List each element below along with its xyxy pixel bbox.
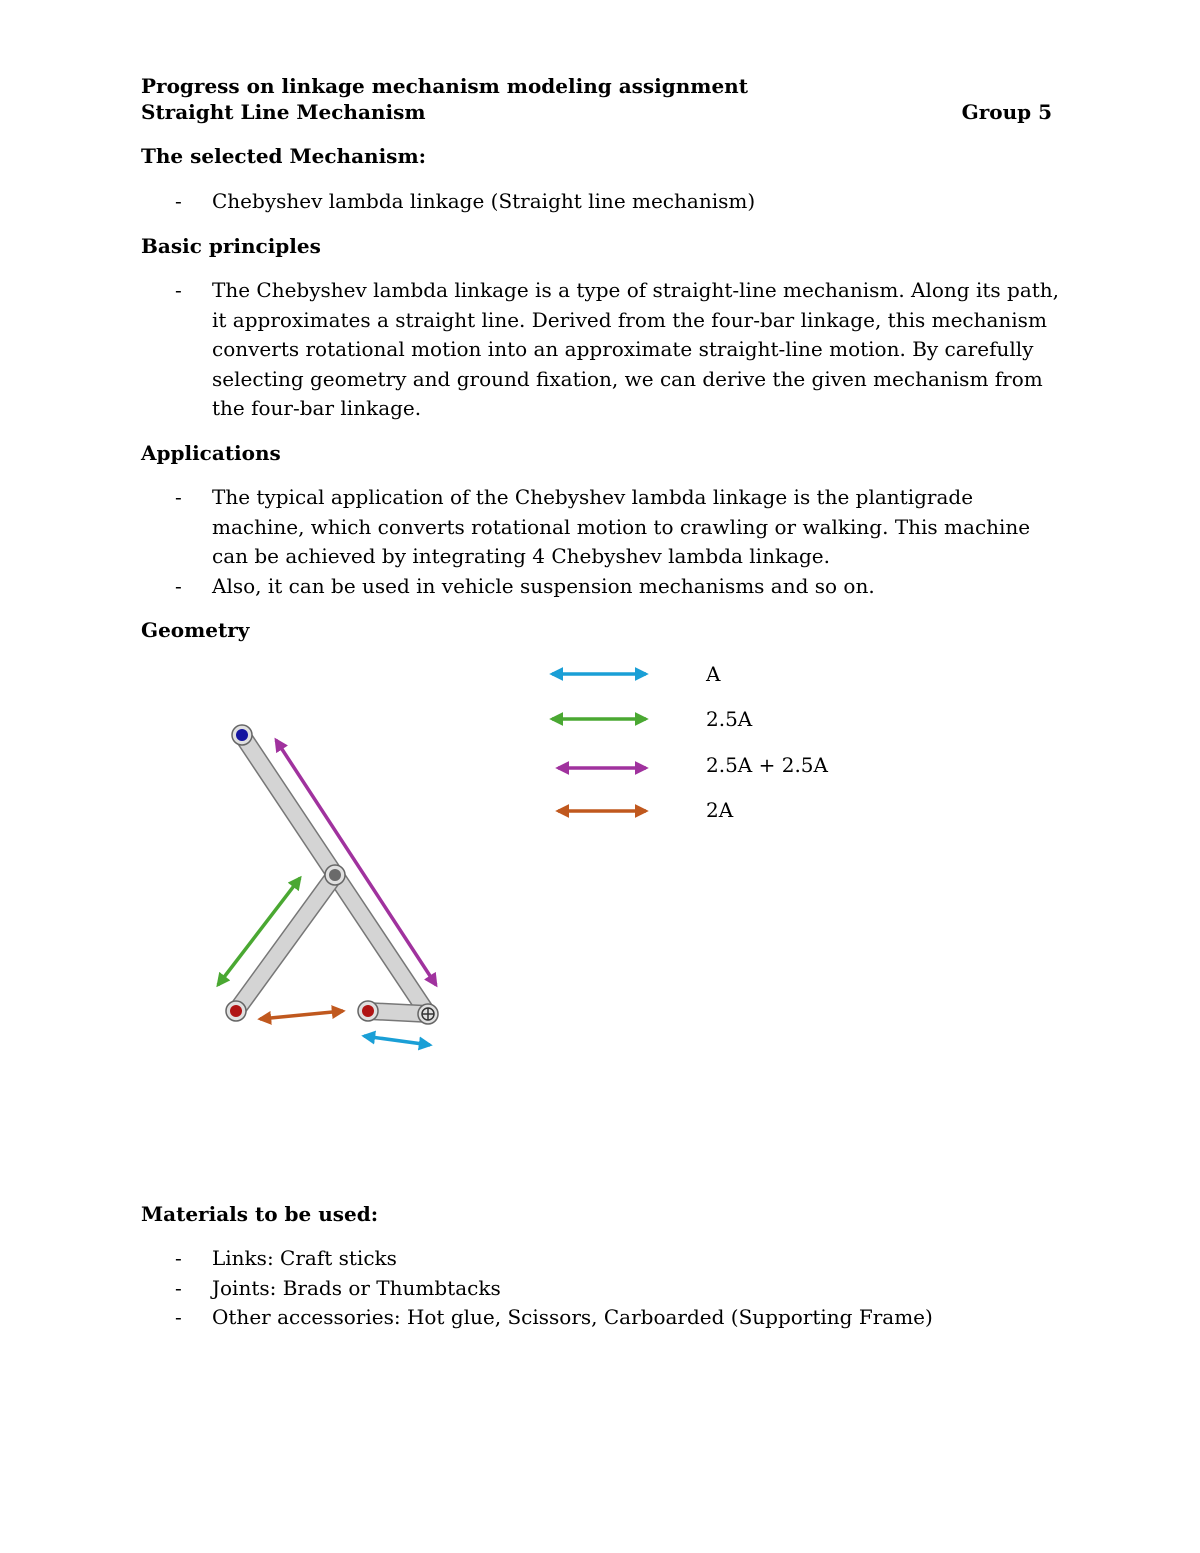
bullet-dash: - — [175, 278, 182, 302]
legend-arrows — [552, 674, 646, 811]
list-item — [141, 1303, 1061, 1333]
list-item-text: Other accessories: Hot glue, Scissors, Carboarded (Supporting Frame) — [212, 1305, 933, 1329]
bullet-dash: - — [175, 485, 182, 509]
document-subtitle: Straight Line Mechanism — [141, 100, 426, 124]
materials-heading: Materials to be used: — [141, 1202, 379, 1226]
list-item-text: Chebyshev lambda linkage (Straight line mechanism) — [212, 189, 756, 213]
list-item-text: Links: Craft sticks — [212, 1246, 397, 1270]
arrow-blue — [364, 1036, 430, 1045]
selected-heading: The selected Mechanism: — [141, 144, 426, 168]
list-item-text: Also, it can be used in vehicle suspension mechanisms and so on. — [212, 573, 875, 598]
geometry-heading: Geometry — [141, 618, 250, 642]
principles-heading: Basic principles — [141, 234, 321, 258]
legend-label-a: A — [706, 662, 721, 686]
list-item-text: The Chebyshev lambda linkage is a type of straight-line mechanism. Along its path, it approximates a straight line. Derived from the four-bar linkage, this mechanism converts rotational motion into an approximate straight-line motion. By carefully selecting geometry and ground fixation, we can derive the given mechanism from the four-bar linkage. — [212, 278, 1060, 420]
arrow-purple — [276, 740, 436, 985]
list-item-text: Joints: Brads or Thumbtacks — [212, 1275, 501, 1300]
legend-label-2a: 2A — [706, 798, 734, 822]
bullet-dash: - — [175, 1305, 182, 1329]
arrow-orange — [260, 1011, 343, 1019]
list-item — [141, 1244, 1061, 1274]
list-item-text: The typical application of the Chebyshev lambda linkage is the plantigrade machine, which converts rotational motion to crawling or walking. This machine can be achieved by integrating 4 Chebyshev lambda linkage. — [212, 485, 1031, 568]
document-title: Progress on linkage mechanism modeling assignment — [141, 74, 748, 98]
group-label: Group 5 — [961, 100, 1052, 124]
applications-heading: Applications — [141, 441, 281, 465]
bullet-dash: - — [175, 1275, 182, 1300]
list-item — [141, 1274, 1061, 1304]
bullet-dash: - — [175, 189, 182, 213]
bullet-dash: - — [175, 573, 182, 598]
bullet-dash: - — [175, 1246, 182, 1270]
legend-label-2-5a: 2.5A — [706, 707, 753, 731]
legend-label-5a: 2.5A + 2.5A — [706, 753, 828, 777]
materials-list — [141, 1244, 1061, 1333]
